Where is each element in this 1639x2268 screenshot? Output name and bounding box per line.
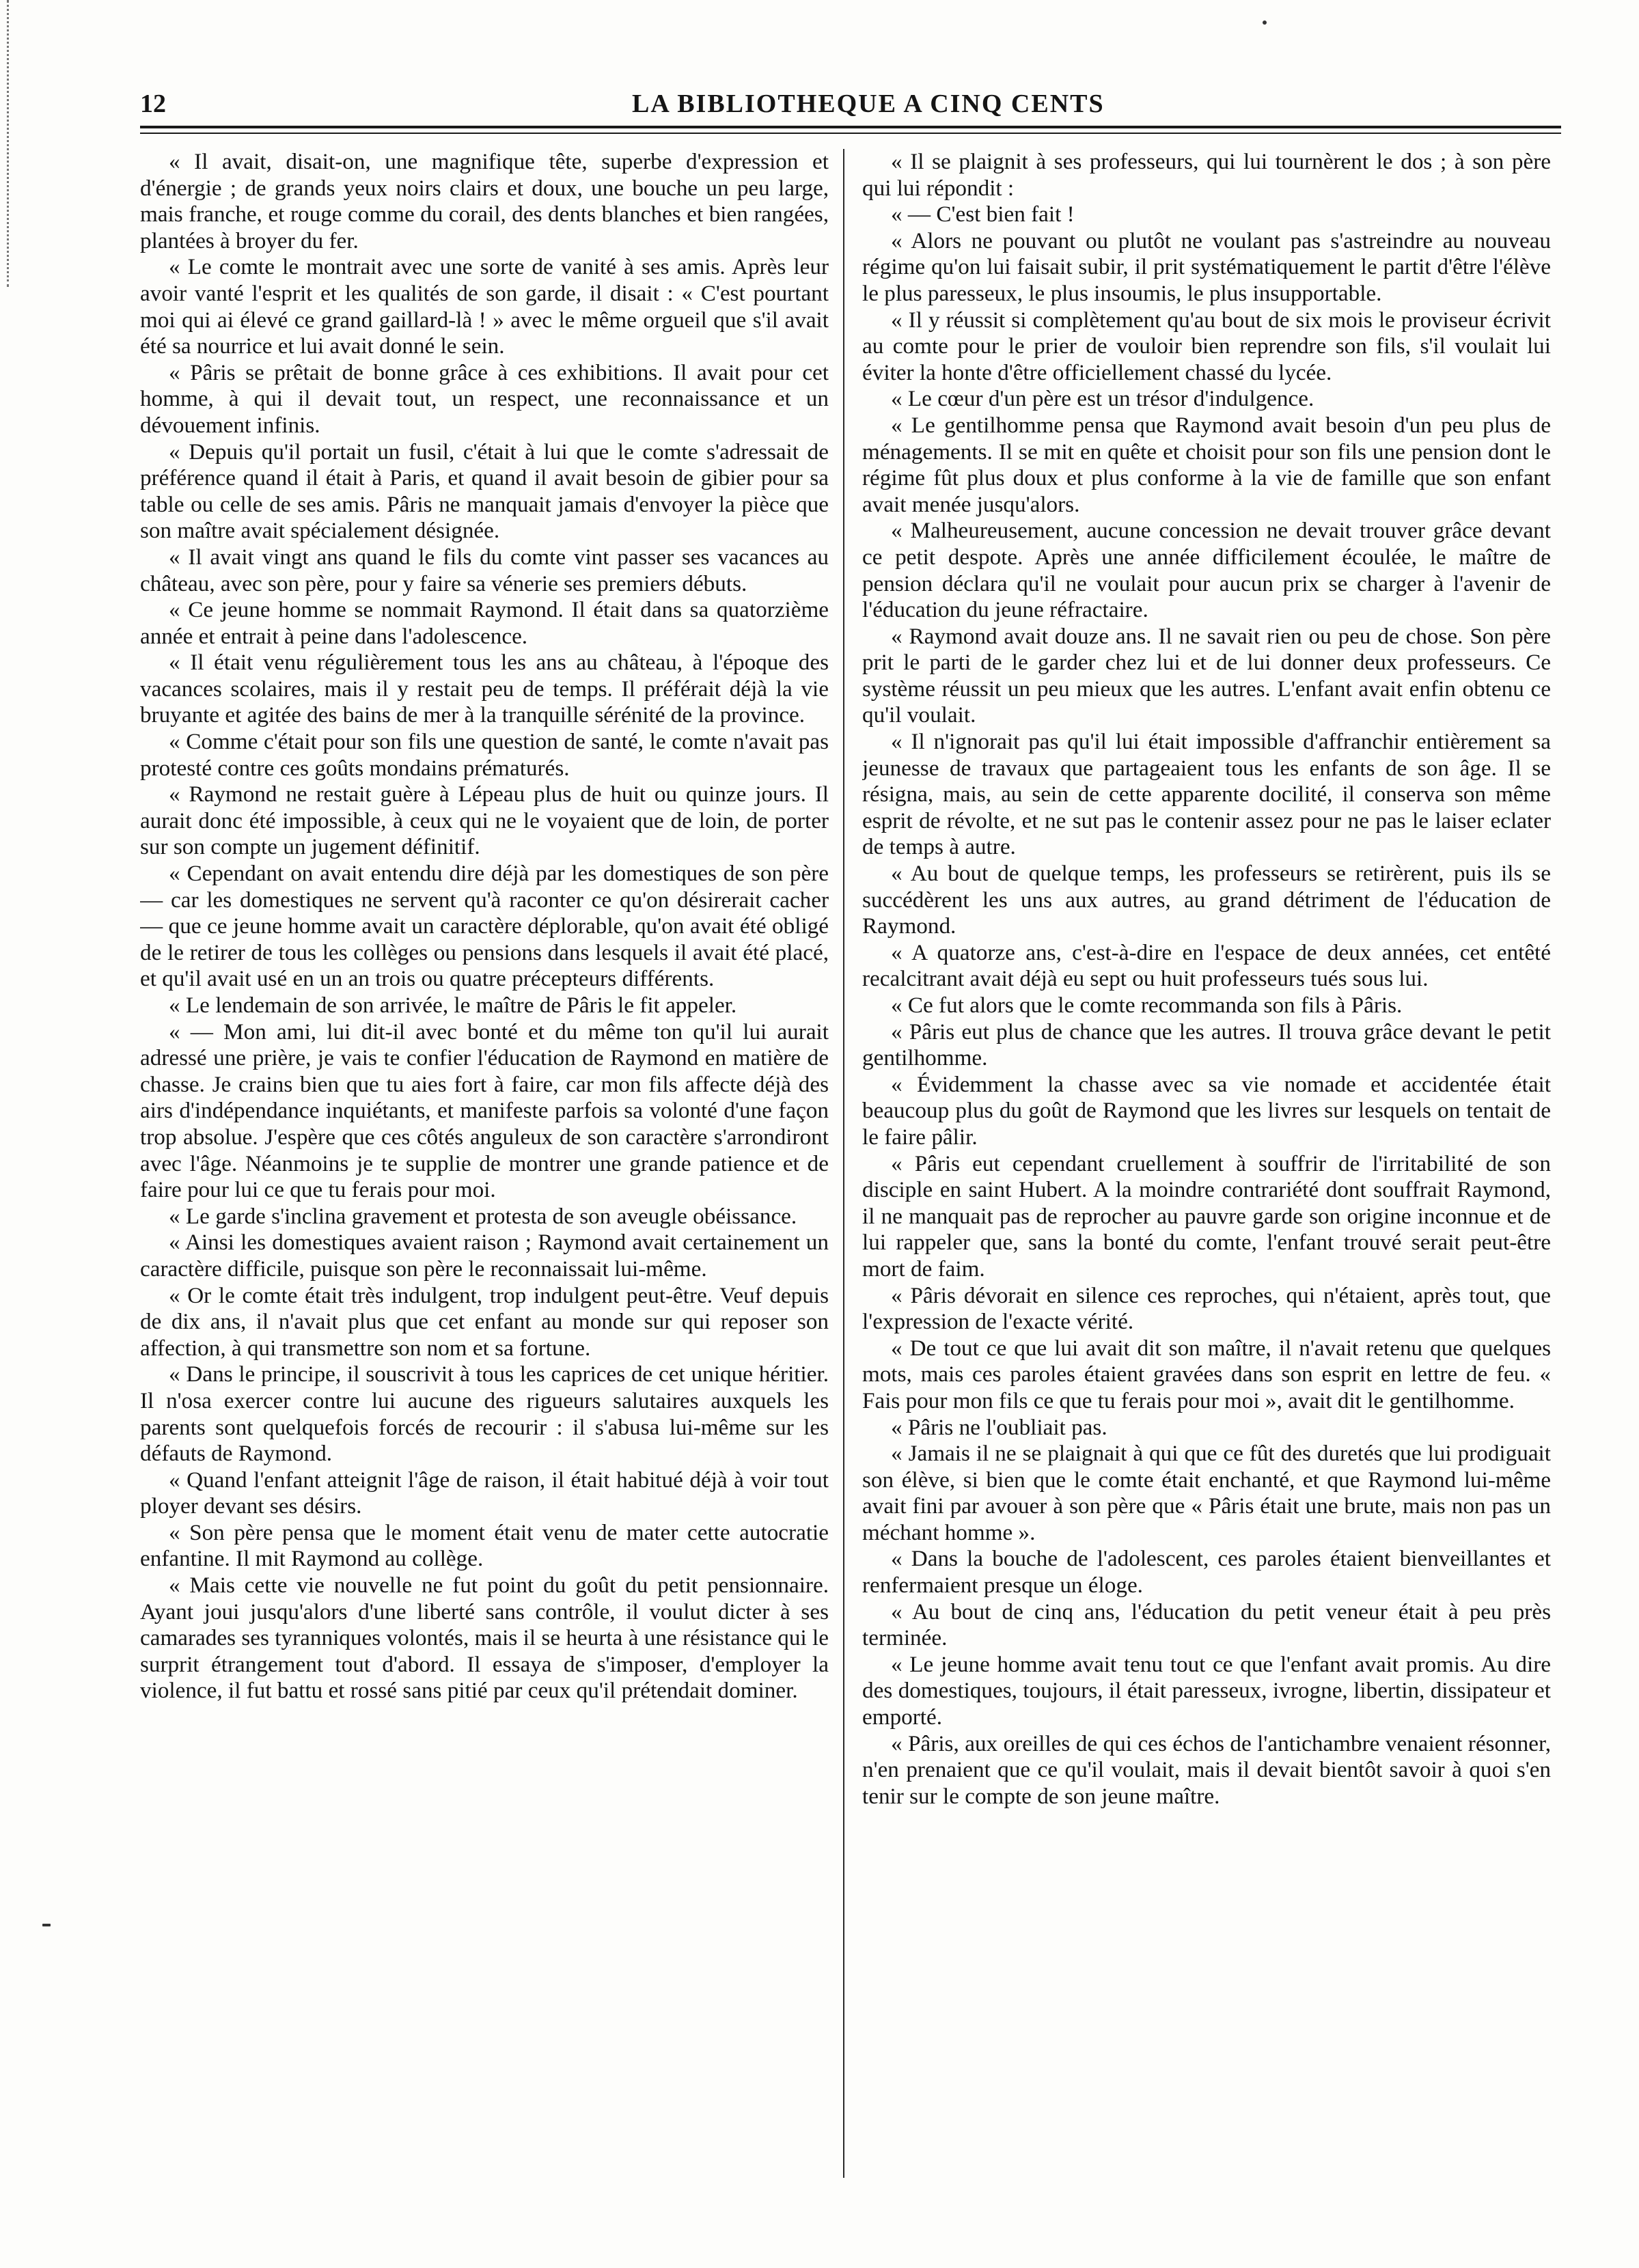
- paragraph: « Il était venu régulièrement tous les ans au château, à l'époque des vacances scolaires, mais il y restait peu de temps. Il préférait déjà la vie bruyante et agitée des bains de mer à la tranquille sérénité de la province.: [140, 650, 829, 728]
- header-rule: [140, 126, 1561, 128]
- paragraph: « Dans le principe, il souscrivit à tous les caprices de cet unique héritier. Il n'osa exercer contre lui aucune des rigueurs salutaires auxquels les parents sont quelquefois forcés de recourir : il s'abusa lui-même sur les défauts de Raymond.: [140, 1361, 829, 1467]
- paragraph: « Or le comte était très indulgent, trop indulgent peut-être. Veuf depuis de dix ans, il n'avait plus que cet enfant au monde sur qui reposer son affection, à qui transmettre son nom et sa fortune.: [140, 1282, 829, 1361]
- paragraph: « Le cœur d'un père est un trésor d'indulgence.: [891, 386, 1314, 412]
- paragraph: « Le garde s'inclina gravement et protesta de son aveugle obéissance.: [169, 1203, 797, 1229]
- paragraph: « Pâris, aux oreilles de qui ces échos de l'antichambre venaient résonner, n'en prenaient que ce qu'il voulait, mais il devait bientôt savoir à quoi s'en tenir sur le compte de son jeune maître.: [862, 1730, 1551, 1809]
- paragraph: « Il se plaignit à ses professeurs, qui lui tournèrent le dos ; à son père qui lui répondit :: [862, 149, 1551, 201]
- paragraph: « Évidemment la chasse avec sa vie nomade et accidentée était beaucoup plus du goût de Raymond que les livres sur lesquels on tentait de le faire pâlir.: [862, 1071, 1551, 1150]
- paragraph: « Il y réussit si complètement qu'au bout de six mois le proviseur écrivit au comte pour le prier de vouloir bien reprendre son fils, s'il voulait lui éviter la honte d'être officiellement chassé du lycée.: [862, 307, 1551, 385]
- paragraph: « Malheureusement, aucune concession ne devait trouver grâce devant ce petit despote. Après une année difficilement écoulée, le maître de pension déclara qu'il ne voulait pour aucun prix se charger à l'avenir de l'éducation du jeune réfractaire.: [862, 518, 1551, 623]
- paragraph: « Le jeune homme avait tenu tout ce que l'enfant avait promis. Au dire des domestiques, toujours, il était paresseux, ivrogne, libertin, dissipateur et emporté.: [862, 1651, 1551, 1730]
- paragraph: « Alors ne pouvant ou plutôt ne voulant pas s'astreindre au nouveau régime qu'on lui faisait subir, il prit systématiquement le partit d'être l'élève le plus paresseux, le plus insoumis, le plus insupportable.: [862, 227, 1551, 306]
- paragraph: « Au bout de quelque temps, les professeurs se retirèrent, puis ils se succédèrent les uns aux autres, au grand détriment de l'éducation de Raymond.: [862, 861, 1551, 939]
- column-divider: [843, 149, 844, 2178]
- running-title: LA BIBLIOTHEQUE A CINQ CENTS: [632, 89, 1105, 118]
- paragraph: « Le lendemain de son arrivée, le maître de Pâris le fit appeler.: [169, 993, 737, 1018]
- paragraph: « Comme c'était pour son fils une question de santé, le comte n'avait pas protesté contre ces goûts mondains prématurés.: [140, 729, 829, 781]
- paragraph: « Au bout de cinq ans, l'éducation du petit veneur était à peu près terminée.: [862, 1599, 1551, 1651]
- paragraph: « Pâris eut plus de chance que les autres. Il trouva grâce devant le petit gentilhomme.: [862, 1019, 1551, 1071]
- ink-speck: [42, 1924, 51, 1926]
- paragraph: « Jamais il ne se plaignait à qui que ce fût des duretés que lui prodiguait son élève, si bien que le comte était enchanté, et que Raymond lui-même avait fini par avouer à son père que « Pâris était une brute, mais non pas un méchant homme ».: [862, 1441, 1551, 1545]
- paragraph: « Ce fut alors que le comte recommanda son fils à Pâris.: [891, 993, 1403, 1018]
- paragraph: « Il avait, disait-on, une magnifique tête, superbe d'expression et d'énergie ; de grands yeux noirs clairs et doux, une bouche un peu large, mais franche, et rouge comme du corail, des dents blanches et bien rangées, plantées à broyer du fer.: [140, 149, 829, 253]
- paragraph: « Ainsi les domestiques avaient raison ; Raymond avait certainement un caractère difficile, puisque son père le reconnaissait lui-même.: [140, 1230, 829, 1282]
- paragraph: « Cependant on avait entendu dire déjà par les domestiques de son père — car les domestiques ne servent qu'à raconter ce qu'on désirerait cacher — que ce jeune homme avait un caractère déplorable, qu'on avait été obligé de le retirer de tous les collèges ou pensions dans lesquels il avait été placé, et qu'il avait usé en un an trois ou quatre précepteurs différents.: [140, 861, 829, 992]
- paragraph: « Mais cette vie nouvelle ne fut point du goût du petit pensionnaire. Ayant joui jusqu'alors d'une liberté sans contrôle, il voulut dicter à ses camarades ses tyranniques volontés, mais il se heurta à une résistance qui le surprit étrangement tout d'abord. Il essaya de s'imposer, d'employer la violence, il fut battu et rossé sans pitié par ceux qu'il prétendait dominer.: [140, 1573, 829, 1704]
- paragraph: « Il avait vingt ans quand le fils du comte vint passer ses vacances au château, avec son père, pour y faire sa vénerie ses premiers débuts.: [140, 544, 829, 596]
- paragraph: « — Mon ami, lui dit-il avec bonté et du même ton qu'il lui aurait adressé une prière, je vais te confier l'éducation de Raymond en matière de chasse. Je crains bien que tu aies fort à faire, car mon fils affecte déjà des airs d'indépendance inquiétants, et manifeste parfois sa volonté d'une façon trop absolue. J'espère que ces côtés anguleux de son caractère s'arrondiront avec l'âge. Néanmoins je te supplie de montrer une grande patience et de faire pour lui ce que tu ferais pour moi.: [140, 1019, 829, 1203]
- paragraph: « Dans la bouche de l'adolescent, ces paroles étaient bienveillantes et renfermaient presque un éloge.: [862, 1546, 1551, 1599]
- ink-speck: [1263, 20, 1267, 25]
- margin-binding-marks: [7, 0, 12, 287]
- paragraph: « — C'est bien fait !: [891, 202, 1075, 227]
- paragraph: « Ce jeune homme se nommait Raymond. Il était dans sa quatorzième année et entrait à peine dans l'adolescence.: [140, 597, 829, 649]
- header-rule-thin: [140, 133, 1561, 134]
- paragraph: « Raymond avait douze ans. Il ne savait rien ou peu de chose. Son père prit le parti de le garder chez lui et de lui donner deux professeurs. Ce système réussit un peu mieux que les autres. L'enfant avait enfin obtenu ce qu'il voulait.: [862, 623, 1551, 728]
- right-column: [862, 149, 1551, 2205]
- page-number: 12: [140, 89, 166, 118]
- paragraph: « Il n'ignorait pas qu'il lui était impossible d'affranchir entièrement sa jeunesse de travaux que partageaient tous les enfants de son âge. Il se résigna, mais, au sein de cette apparente docilité, il conserva son même esprit de révolte, et ne sut pas le contenir assez pour ne pas le laiser eclater de temps à autre.: [862, 729, 1551, 860]
- paragraph: « Son père pensa que le moment était venu de mater cette autocratie enfantine. Il mit Raymond au collège.: [140, 1519, 829, 1572]
- paragraph: « Raymond ne restait guère à Lépeau plus de huit ou quinze jours. Il aurait donc été impossible, à ceux qui ne le voyaient que de loin, de porter sur son compte un jugement définitif.: [140, 782, 829, 860]
- paragraph: « Pâris eut cependant cruellement à souffrir de l'irritabilité de son disciple en saint Hubert. A la moindre contrariété dont souffrait Raymond, il ne manquait pas de reprocher au pauvre garde son origine inconnue et de lui rappeler que, sans la bonté du comte, l'enfant trouvé serait peut-être mort de faim.: [862, 1150, 1551, 1282]
- paragraph: « Pâris ne l'oubliait pas.: [891, 1414, 1107, 1440]
- paragraph: « Pâris se prêtait de bonne grâce à ces exhibitions. Il avait pour cet homme, à qui il devait tout, un respect, une reconnaissance et un dévouement infinis.: [140, 359, 829, 438]
- paragraph: « Le comte le montrait avec une sorte de vanité à ses amis. Après leur avoir vanté l'esprit et les qualités de son garde, il disait : « C'est pourtant moi qui ai élevé ce grand gaillard-là ! » avec le même orgueil que s'il avait été sa nourrice et lui avait donné le sein.: [140, 254, 829, 359]
- page-header: [140, 86, 1554, 127]
- paragraph: « De tout ce que lui avait dit son maître, il n'avait retenu que quelques mots, mais ces paroles étaient gravées dans son esprit en lettre de feu. « Fais pour mon fils ce que tu ferais pour moi », avait dit le gentilhomme.: [862, 1335, 1551, 1413]
- paragraph: « A quatorze ans, c'est-à-dire en l'espace de deux années, cet entêté recalcitrant avait déjà eu sept ou huit professeurs tués sous lui.: [862, 939, 1551, 992]
- paragraph: « Pâris dévorait en silence ces reproches, qui n'étaient, après tout, que l'expression de l'exacte vérité.: [862, 1282, 1551, 1335]
- left-column: [140, 149, 829, 2205]
- paragraph: « Le gentilhomme pensa que Raymond avait besoin d'un peu plus de ménagements. Il se mit en quête et choisit pour son fils une pension dont le régime fût plus doux et plus conforme à la vie de famille que son enfant avait menée jusqu'alors.: [862, 412, 1551, 517]
- paragraph: « Quand l'enfant atteignit l'âge de raison, il était habitué déjà à voir tout ployer devant ses désirs.: [140, 1467, 829, 1519]
- paragraph: « Depuis qu'il portait un fusil, c'était à lui que le comte s'adressait de préférence quand il était à Paris, et quand il avait besoin de gibier pour sa table ou celle de ses amis. Pâris ne manquait jamais d'envoyer la pièce que son maître avait spécialement désignée.: [140, 439, 829, 544]
